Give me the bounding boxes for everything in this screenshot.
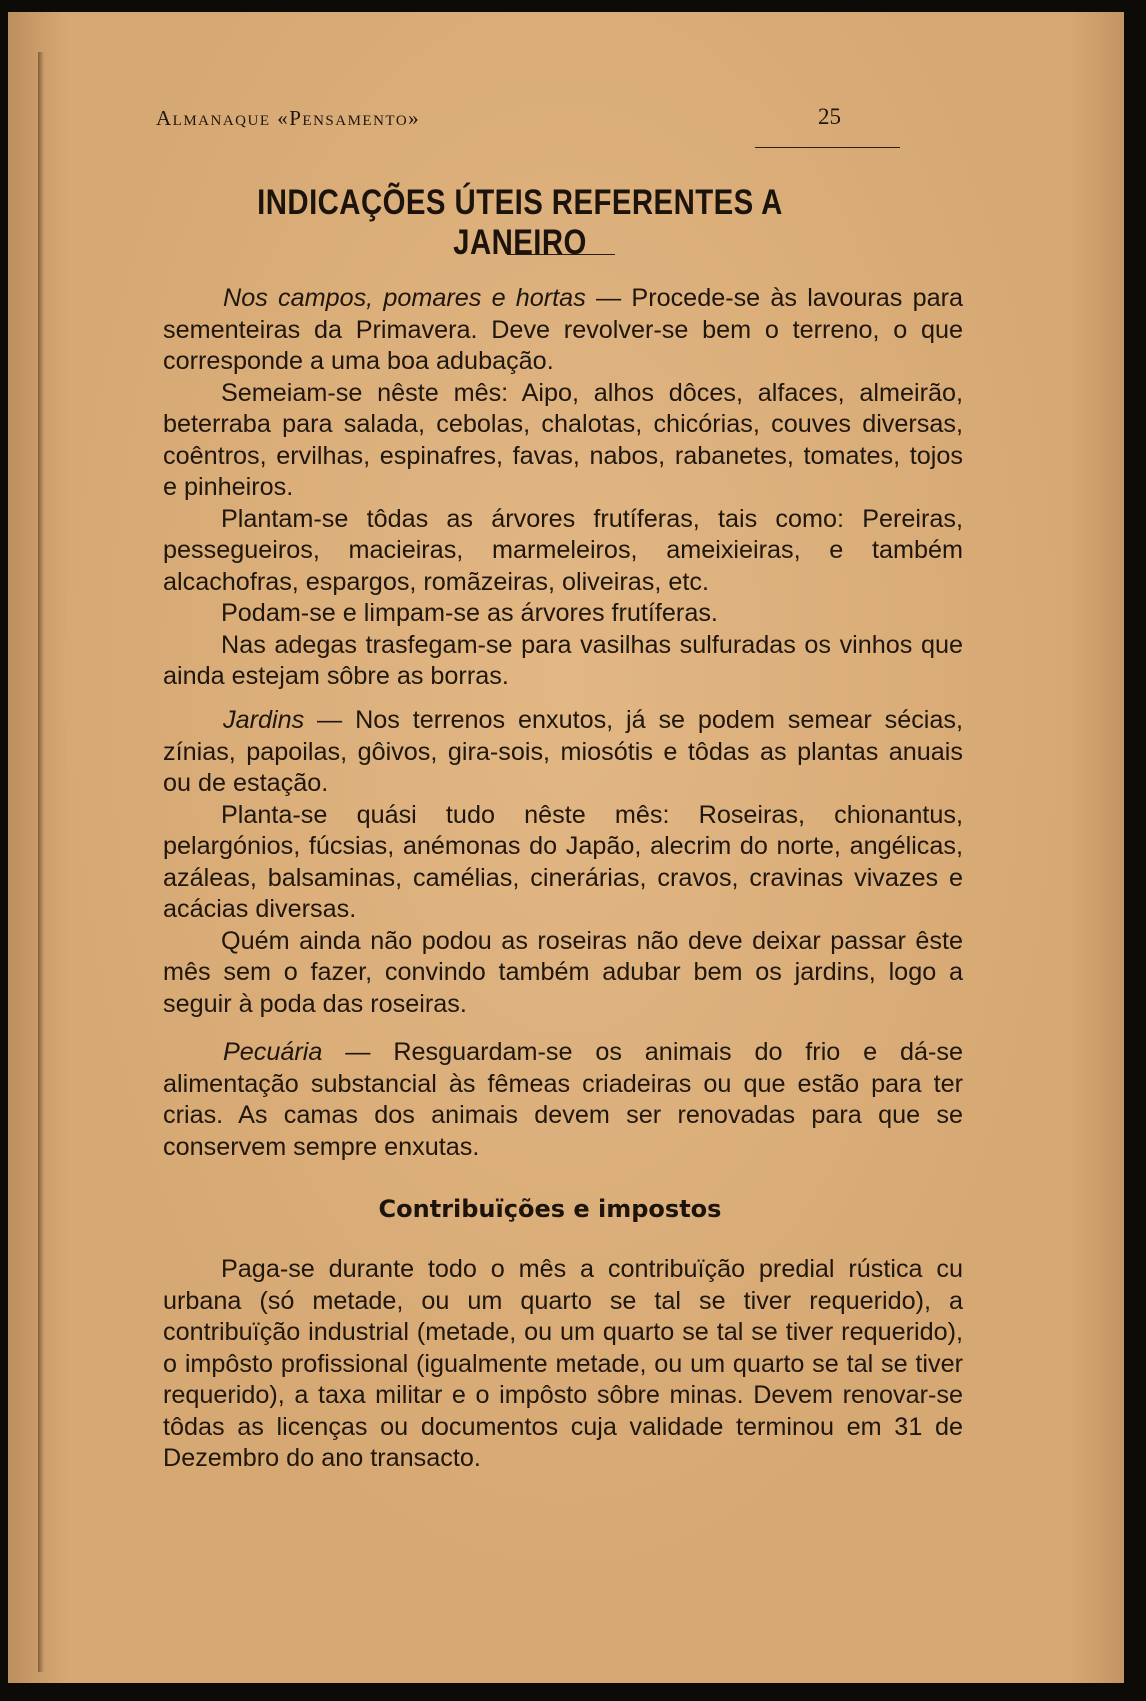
section-paragraph: Paga-se durante todo o mês a contribuïção predial rústica cu urbana (só metade, ou um quarto se tal se tiver requerido), a contribuïção industrial (metade, ou um quarto se tal se tiver requerido), o impôsto profissional (igualmente metade, ou um quarto se tal se tiver requerido), a taxa militar e o impôsto sôbre minas. Devem renovar-se tôdas as licenças ou documentos cuja validade terminou em 31 de Dezembro do ano transacto. <box>163 1255 963 1472</box>
paragraph-text: Procede-se às lavouras para sementeiras da Primavera. Deve revolver-se bem o terreno, o que corresponde a uma boa adubação. <box>163 284 964 375</box>
section-paragraph: Planta-se quási tudo nêste mês: Roseiras, chionantus, pelargónios, fúcsias, anémonas do Japão, alecrim do norte, angélicas, azáleas, balsaminas, camélias, cinerárias, cravos, cravinas vivazes e acácias diversas. <box>163 800 963 923</box>
section-paragraph: Podam-se e limpam-se as árvores frutíferas. <box>221 599 718 627</box>
running-head <box>150 106 840 136</box>
section-campos <box>163 283 963 693</box>
section-lead: Jardins <box>223 706 305 734</box>
scan-bottom-edge <box>0 1683 1146 1701</box>
section-paragraph <box>163 705 963 800</box>
lead-separator: — <box>322 1038 394 1066</box>
section-paragraph <box>163 1037 963 1163</box>
lead-separator: — <box>304 706 356 734</box>
title-rule <box>507 254 615 255</box>
section-paragraph: Plantam-se tôdas as árvores frutíferas, tais como: Pereiras, pessegueiros, macieiras, marmeleiros, ameixieiras, e também alcachofras, espargos, romãzeiras, oliveiras, etc. <box>163 504 963 596</box>
lead-separator: — <box>585 284 632 312</box>
page-title: INDICAÇÕES ÚTEIS REFERENTES A JANEIRO <box>257 183 783 262</box>
page-binding-shadow <box>38 52 44 1672</box>
section-contribuicoes <box>163 1254 963 1475</box>
page-number: 25 <box>818 104 841 129</box>
paragraph-text: Nos terrenos enxutos, já se podem semear sécias, zínias, papoilas, gôivos, gira-sois, miosótis e tôdas as plantas anuais ou de estação. <box>163 706 963 797</box>
section-paragraph: Semeiam-se nêste mês: Aipo, alhos dôces, alfaces, almeirão, beterraba para salada, cebolas, chalotas, chicórias, couves diversas, coêntros, ervilhas, espinafres, favas, nabos, rabanetes, tomates, tojos e pinheiros. <box>163 378 963 501</box>
section-lead: Nos campos, pomares e hortas <box>223 284 586 312</box>
section-jardins <box>163 705 963 1020</box>
paragraph-text: Resguardam-se os animais do frio e dá-se alimentação substancial às fêmeas criadeiras ou que estão para ter crias. As camas dos animais devem ser renovadas para que se conservem sempre enxutas. <box>163 1038 964 1161</box>
section-paragraph: Nas adegas trasfegam-se para vasilhas sulfuradas os vinhos que ainda estejam sôbre as borras. <box>163 630 963 690</box>
section-pecuaria <box>163 1037 963 1163</box>
section-lead: Pecuária <box>223 1038 323 1066</box>
section-subheading: Contribuïções e impostos <box>378 1195 722 1223</box>
header-rule <box>755 147 900 148</box>
section-paragraph <box>163 283 963 378</box>
almanac-title: Almanaque «Pensamento» <box>156 106 421 130</box>
section-paragraph: Quém ainda não podou as roseiras não deve deixar passar êste mês sem o fazer, convindo também adubar bem os jardins, logo a seguir à poda das roseiras. <box>163 926 963 1018</box>
